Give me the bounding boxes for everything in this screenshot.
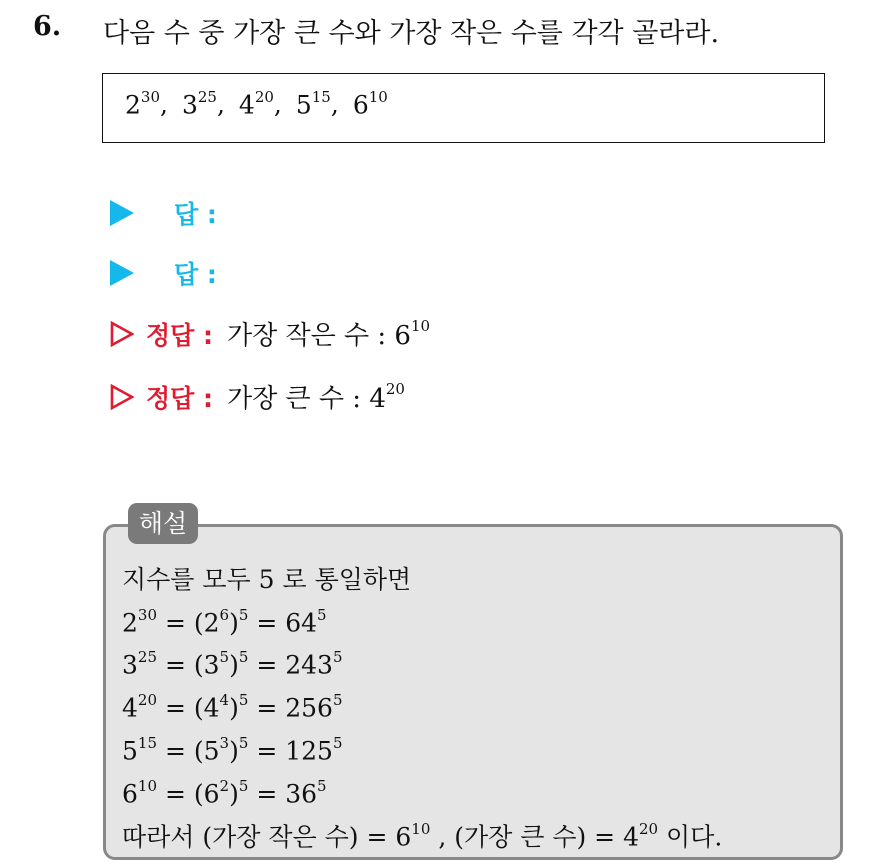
correct-answer-label: 정답 : xyxy=(146,320,214,350)
correct-answer-text: 가장 작은 수 : $6^{10}$ xyxy=(227,317,431,351)
answer-row-1[interactable] xyxy=(110,195,217,231)
given-numbers-list xyxy=(125,90,388,119)
explanation-content xyxy=(122,561,722,855)
given-number: $4^{20}$, xyxy=(238,88,282,120)
given-number: $6^{10}$ xyxy=(352,88,388,120)
given-number: $5^{15}$, xyxy=(295,88,339,120)
correct-answer-label: 정답 : xyxy=(146,383,214,413)
explanation-equation: $3^{25} = (3^5)^5 = 243^5$ xyxy=(122,648,343,680)
given-number: $3^{25}$, xyxy=(181,88,225,120)
explanation-equation: $6^{10} = (6^2)^5 = 36^5$ xyxy=(122,776,327,809)
answer-label: 답 : xyxy=(174,260,217,289)
answer-row-2[interactable] xyxy=(110,255,217,291)
question-number: 6. xyxy=(33,11,62,42)
explanation-conclusion: 따라서 (가장 작은 수) = $6^{10}$ , (가장 큰 수) = $4^{20}$ 이다. xyxy=(122,819,723,851)
outline-triangle-icon xyxy=(110,384,134,410)
correct-answer-row-2 xyxy=(110,378,405,415)
given-number: $2^{30}$, xyxy=(125,88,168,120)
answer-label: 답 : xyxy=(174,200,217,229)
play-triangle-icon xyxy=(110,260,134,286)
correct-answer-row-1 xyxy=(110,315,430,352)
question-text: 다음 수 중 가장 큰 수와 가장 작은 수를 각각 골라라. xyxy=(103,18,720,49)
explanation-equation: $4^{20} = (4^4)^5 = 256^5$ xyxy=(122,691,343,723)
explanation-intro: 지수를 모두 5 로 통일하면 xyxy=(122,565,412,594)
outline-triangle-icon xyxy=(110,321,134,347)
correct-answer-text: 가장 큰 수 : $4^{20}$ xyxy=(227,380,405,414)
play-triangle-icon xyxy=(110,200,134,226)
explanation-equation: $5^{15} = (5^3)^5 = 125^5$ xyxy=(122,733,343,766)
explanation-tab: 해설 xyxy=(128,503,198,544)
explanation-equation: $2^{30} = (2^6)^5 = 64^5$ xyxy=(122,605,327,637)
given-numbers-box xyxy=(102,73,825,143)
